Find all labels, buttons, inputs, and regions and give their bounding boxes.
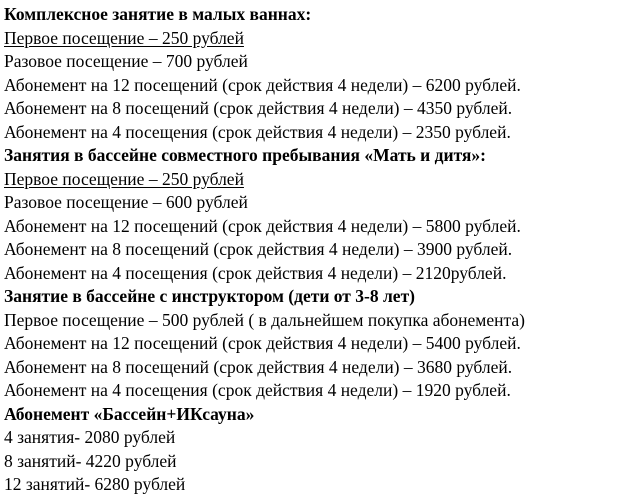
price-item: Абонемент на 8 посещений (срок действия 4 недели) – 3900 рублей.	[4, 239, 513, 259]
price-item: Абонемент на 12 посещений (срок действия 4 недели) – 5800 рублей.	[4, 215, 521, 236]
price-item: Разовое посещение – 600 рублей	[4, 192, 248, 212]
section-heading-small-baths: Комплексное занятие в малых ваннах:	[4, 4, 312, 24]
price-item: Абонемент на 8 посещений (срок действия 4 недели) – 4350 рублей.	[4, 98, 513, 118]
first-visit-price: Первое посещение – 250 рублей	[4, 27, 244, 48]
price-item: Разовое посещение – 700 рублей	[4, 51, 248, 71]
section-heading-mother-child: Занятия в бассейне совместного пребывания «Мать и дитя»:	[4, 145, 486, 165]
price-item: 4 занятия- 2080 рублей	[4, 427, 176, 447]
section-heading-instructor: Занятие в бассейне с инструктором (дети от 3-8 лет)	[4, 286, 415, 306]
first-visit-price: Первое посещение – 250 рублей	[4, 168, 244, 189]
price-item: Абонемент на 8 посещений (срок действия 4 недели) – 3680 рублей.	[4, 356, 513, 377]
price-item: Абонемент на 12 посещений (срок действия 4 недели) – 5400 рублей.	[4, 333, 521, 353]
price-list	[4, 3, 620, 497]
price-item: Абонемент на 4 посещения (срок действия 4 недели) – 1920 рублей.	[4, 380, 511, 400]
section-heading-pool-sauna: Абонемент «Бассейн+ИКсауна»	[4, 403, 255, 424]
price-item: Абонемент на 12 посещений (срок действия 4 недели) – 6200 рублей.	[4, 74, 521, 95]
price-item: Первое посещение – 500 рублей ( в дальнейшем покупка абонемента)	[4, 309, 525, 330]
price-item: 8 занятий- 4220 рублей	[4, 450, 177, 471]
price-item: Абонемент на 4 посещения (срок действия 4 недели) – 2350 рублей.	[4, 121, 511, 142]
price-item: Абонемент на 4 посещения (срок действия 4 недели) – 2120рублей.	[4, 262, 507, 283]
price-item: 12 занятий- 6280 рублей	[4, 474, 186, 494]
